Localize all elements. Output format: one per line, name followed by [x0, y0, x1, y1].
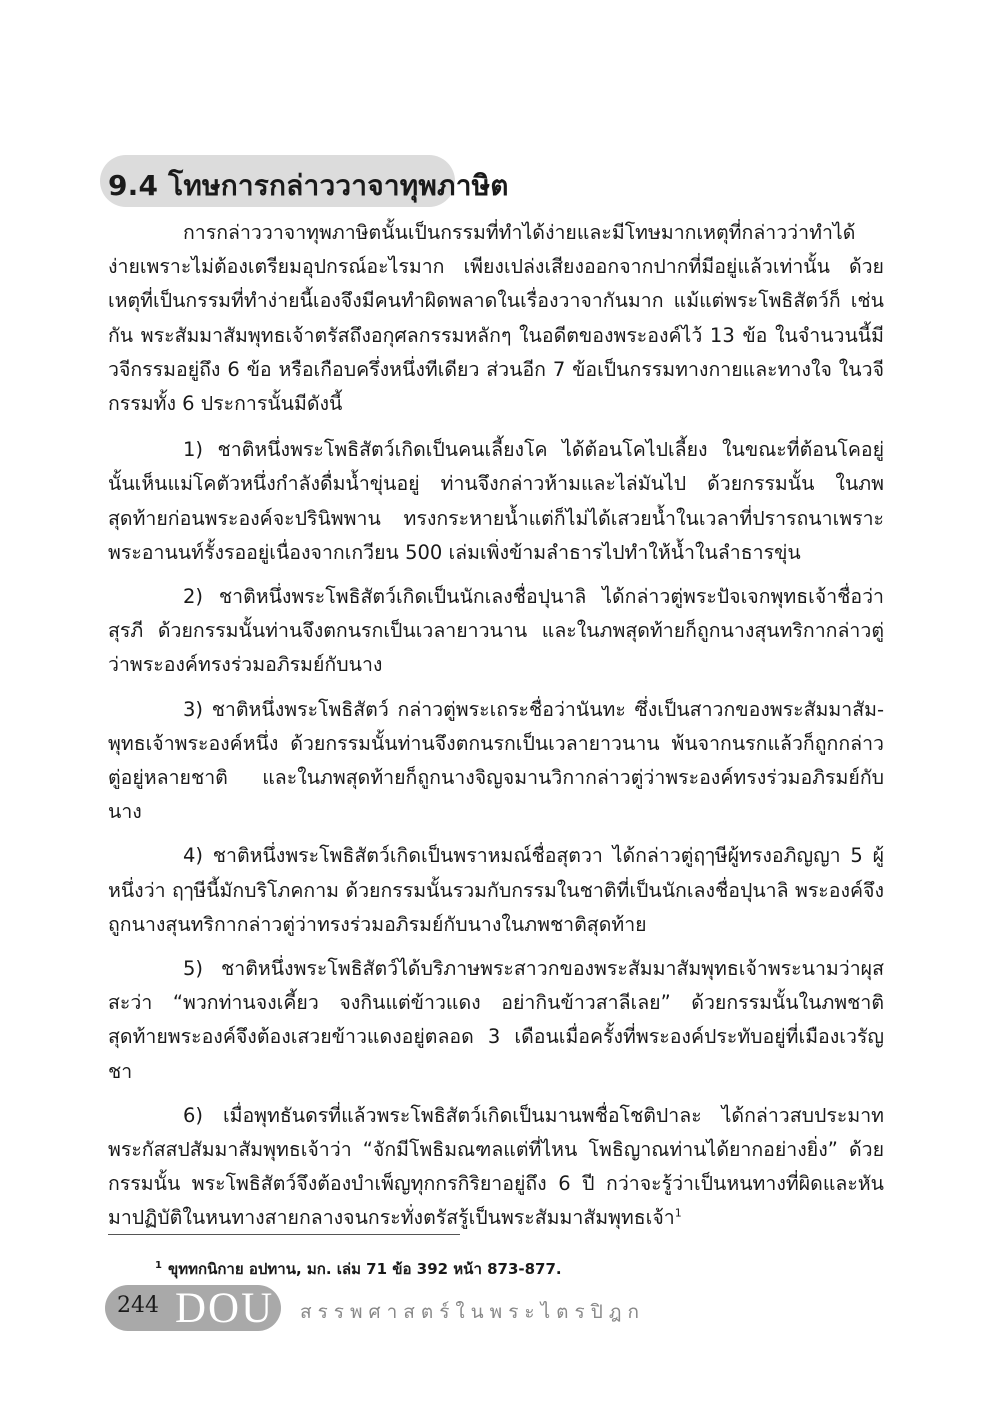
item-paragraph-3: 3) ชาติหนึ่งพระโพธิสัตว์ กล่าวตู่พระเถระชื่อว่านันทะ ซึ่งเป็นสาวกของพระสัมมาสัม-พุทธเจ้าพระองค์หนึ่ง ด้วยกรรมนั้นท่านจึงตกนรกเป็นเวลายาวนาน พ้นจากนรกแล้วก็ถูกกล่าวตู่อยู่หลายชาติ และในภพสุดท้ายก็ถูกนางจิญจมานวิกากล่าวตู่ว่าพระองค์ทรงร่วมอภิรมย์กับนาง	[108, 697, 884, 824]
item-paragraph-6-text: 6) เมื่อพุทธันดรที่แล้วพระโพธิสัตว์เกิดเป็นมานพชื่อโชติปาละ ได้กล่าวสบประมาทพระกัสสปสัมมาสัมพุทธเจ้าว่า “จักมีโพธิมณฑลแต่ที่ไหน โพธิญาณท่านได้ยากอย่างยิ่ง” ด้วยกรรมนั้น พระโพธิสัตว์จึงต้องบำเพ็ญทุกกรกิริยาอยู่ถึง 6 ปี กว่าจะรู้ว่าเป็นหนทางที่ผิดและหันมาปฏิบัติในหนทางสายกลางจนกระทั่งตรัสรู้เป็นพระสัมมาสัมพุทธเจ้า	[108, 1103, 884, 1230]
footnote	[155, 1257, 562, 1281]
item-paragraph-4: 4) ชาติหนึ่งพระโพธิสัตว์เกิดเป็นพราหมณ์ชื่อสุตวา ได้กล่าวตู่ฤๅษีผู้ทรงอภิญญา 5 ผู้หนึ่งว่า ฤๅษีนี้มักบริโภคกาม ด้วยกรรมนั้นรวมกับกรรมในชาติที่เป็นนักเลงชื่อปุนาลิ พระองค์จึงถูกนางสุนทริกากล่าวตู่ว่าทรงร่วมอภิรมย์กับนางในภพชาติสุดท้าย	[108, 844, 884, 936]
page-number: 244	[117, 1293, 159, 1318]
footnote-marker: 1	[155, 1260, 162, 1271]
item-paragraph-6	[108, 1099, 884, 1236]
intro-paragraph: การกล่าววาจาทุพภาษิตนั้นเป็นกรรมที่ทำได้ง่ายและมีโทษมากเหตุที่กล่าวว่าทำได้ง่ายเพราะไม่ต้องเตรียมอุปกรณ์อะไรมาก เพียงเปล่งเสียงออกจากปากที่มีอยู่แล้วเท่านั้น ด้วย เหตุที่เป็นกรรมที่ทำง่ายนี้เองจึงมีคนทำผิดพลาดในเรื่องวาจากันมาก แม้แต่พระโพธิสัตว์ก็ เช่นกัน พระสัมมาสัมพุทธเจ้าตรัสถึงอกุศลกรรมหลักๆ ในอดีตของพระองค์ไว้ 13 ข้อ ในจำนวนนี้มีวจีกรรมอยู่ถึง 6 ข้อ หรือเกือบครึ่งหนึ่งทีเดียว ส่วนอีก 7 ข้อเป็นกรรมทางกายและทางใจ ในวจีกรรมทั้ง 6 ประการนั้นมีดังนี้	[108, 221, 884, 416]
item-paragraph-2: 2) ชาติหนึ่งพระโพธิสัตว์เกิดเป็นนักเลงชื่อปุนาลิ ได้กล่าวตู่พระปัจเจกพุทธเจ้าชื่อว่าสุรภี ด้วยกรรมนั้นท่านจึงตกนรกเป็นเวลายาวนาน และในภพสุดท้ายก็ถูกนางสุนทริกากล่าวตู่ว่าพระองค์ทรงร่วมอภิรมย์กับนาง	[108, 585, 884, 677]
course-title: สรรพศาสตร์ในพระไตรปิฎก	[300, 1301, 646, 1323]
item-paragraph-1: 1) ชาติหนึ่งพระโพธิสัตว์เกิดเป็นคนเลี้ยงโค ได้ต้อนโคไปเลี้ยง ในขณะที่ต้อนโคอยู่นั้นเห็นแม่โคตัวหนึ่งกำลังดื่มน้ำขุ่นอยู่ ท่านจึงกล่าวห้ามและไล่มันไป ด้วยกรรมนั้น ในภพสุดท้ายก่อนพระองค์จะปรินิพพาน ทรงกระหายน้ำแต่ก็ไม่ได้เสวยน้ำในเวลาที่ปรารถนาเพราะพระอานนท์รั้งรออยู่เนื่องจากเกวียน 500 เล่มเพิ่งข้ามลำธารไปทำให้น้ำในลำธารขุ่น	[108, 438, 884, 564]
body-text	[108, 216, 884, 1246]
footnote-reference: 1	[674, 1206, 682, 1220]
dou-logo: DOU	[175, 1285, 275, 1332]
section-heading: 9.4 โทษการกล่าววาจาทุพภาษิต	[108, 169, 509, 202]
item-paragraph-5: 5) ชาติหนึ่งพระโพธิสัตว์ได้บริภาษพระสาวกของพระสัมมาสัมพุทธเจ้าพระนามว่าผุสสะว่า “พวกท่านจงเคี้ยว จงกินแต่ข้าวแดง อย่ากินข้าวสาลีเลย” ด้วยกรรมนั้นในภพชาติสุดท้ายพระองค์จึงต้องเสวยข้าวแดงอยู่ตลอด 3 เดือนเมื่อครั้งที่พระองค์ประทับอยู่ที่เมืองเวรัญชา	[108, 957, 884, 1083]
footnote-text: ขุททกนิกาย อปทาน, มก. เล่ม 71 ข้อ 392 หน้า 873-877.	[167, 1260, 562, 1278]
footnote-divider	[108, 1234, 460, 1235]
